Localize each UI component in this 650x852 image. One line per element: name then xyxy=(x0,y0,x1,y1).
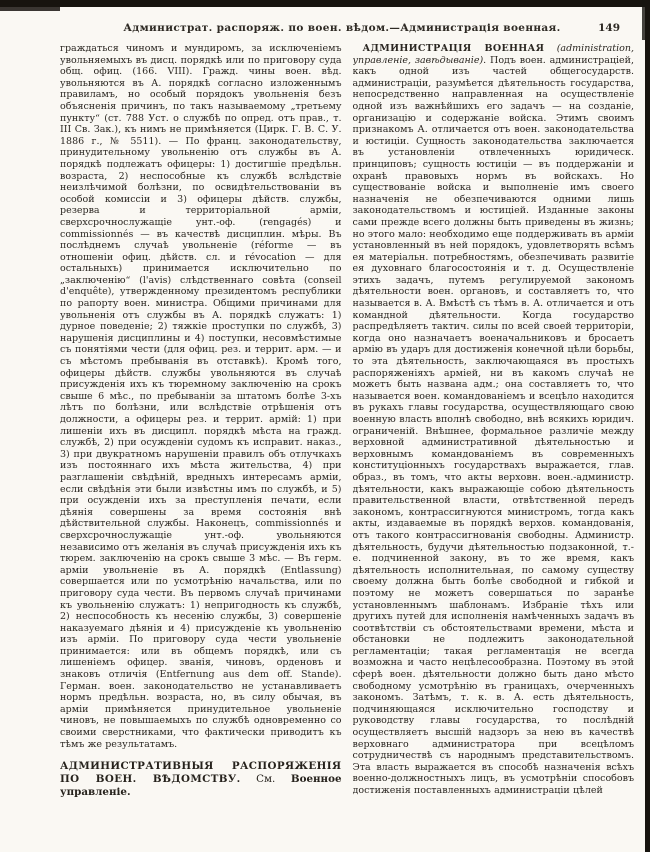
section-heading xyxy=(60,760,342,799)
article-title-parenthetical: (administration, управленіе, завѣдываніе). xyxy=(352,43,634,66)
running-header xyxy=(60,22,624,37)
section-heading-caps: АДМИНИСТРАТИВНЫЯ РАСПОРЯЖЕНІЯ ПО ВОЕН. ВѢДОМСТВУ. xyxy=(60,760,342,786)
left-column xyxy=(60,43,342,847)
text-columns xyxy=(60,43,634,847)
right-column-text xyxy=(353,43,635,797)
scan-artifact-right-edge xyxy=(645,0,650,852)
right-column xyxy=(353,43,635,847)
see-reference-label: См. xyxy=(256,773,276,786)
left-column-text: граждаться чиномъ и мундиромъ, за исключеніемъ увольняемыхъ въ дисц. порядкѣ или по приговору суда общ. офиц. (166. VIII). Гражд. чины воен. вѣд. увольняются въ А. порядкѣ согласно изложеннымъ правиламъ, но особый порядокъ увольненія безъ объясненія причинъ, по такъ называемому „третьему пункту“ (ст. 788 Уст. о службѣ по опред. отъ прав., т. III Св. Зак.), къ нимъ не примѣняется (Цирк. Г. В. С. У. 1886 г., № 5511). — По франц. законодательству, принудительному увольненію отъ службы въ А. порядкѣ подлежатъ офицеры: 1) достигшіе предѣльн. возраста, 2) неспособные къ службѣ вслѣдствіе неизлѣчимой болѣзни, по освидѣтельствованіи въ особой комиссіи и 3) офицеры дѣйств. службы, резерва и территоріальной арміи, сверхсрочнослужащіе унт.-оф. (rengagés) и commissionnés — въ качествѣ дисциплин. мѣры. Въ послѣднемъ случаѣ увольненіе (réforme — въ отношеніи офиц. дѣйств. сл. и révocation — для остальныхъ) принимается исключительно по „заключенію“ (l'avis) слѣдственнаго совѣта (conseil d'enquête), утвержденному президентомъ республики по рапорту воен. министра. Общими причинами для увольненія отъ службы въ А. порядкѣ служатъ: 1) дурное поведеніе; 2) тяжкіе проступки по службѣ, 3) нарушенія дисциплины и 4) поступки, несовмѣстимые съ понятіями чести (для офиц. рез. и террит. арм. — и съ мѣстомъ пребыванія въ отставкѣ). Кромѣ того, офицеры дѣйств. службы увольняются въ случаѣ присужденія ихъ къ тюремному заключенію на срокъ свыше 6 мѣс., по пребываніи за штатомъ болѣе 3-хъ лѣтъ по болѣзни, или вслѣдствіе отрѣшенія отъ должности, а офицеры рез. и террит. армій: 1) при лишеніи ихъ въ дисципл. порядкѣ мѣста на гражд. службѣ, 2) при осужденіи судомъ къ исправит. наказ., 3) при двукратномъ нарушеніи правилъ объ отлучкахъ изъ постояннаго ихъ мѣста жительства, 4) при разглашеніи свѣдѣній, вредныхъ интересамъ арміи, если свѣдѣнія эти были извѣстны имъ по службѣ, и 5) при осужденіи ихъ за преступленія печати, если дѣянія совершены за время состоянія внѣ дѣйствительной службы. Наконецъ, commissionnés и сверхсрочнослужащіе унт.-оф. увольняются независимо отъ желанія въ случаѣ присужденія ихъ къ тюрем. заключенію на срокъ свыше 3 мѣс. — Въ герм. арміи увольненіе въ А. порядкѣ (Entlassung) совершается или по усмотрѣнію начальства, или по приговору суда чести. Въ первомъ случаѣ причинами къ увольненію служатъ: 1) непригодность къ службѣ, 2) неспособность къ несенію службы, 3) совершеніе наказуемаго дѣянія и 4) присужденіе къ увольненію изъ арміи. По приговору суда чести увольненіе принимается: или въ общемъ порядкѣ, или съ лишеніемъ офицер. званія, чиновъ, орденовъ и знаковъ отличія (Entfernung aus dem off. Stande). Герман. воен. законодательство не устанавливаетъ нормъ предѣльн. возраста, но, въ силу обычая, въ арміи примѣняется принудительное увольненіе чиновъ, не повышаемыхъ по службѣ одновременно со своими сверстниками, что фактически приводитъ къ тѣмъ же результатамъ. xyxy=(60,43,342,750)
scan-artifact-top-edge xyxy=(0,0,650,7)
page-number: 149 xyxy=(592,22,620,34)
running-title: Администрат. распоряж. по воен. вѣдом.—Администрація военная. xyxy=(123,22,561,34)
article-body: Подъ воен. администраціей, какъ одной изъ частей общегосударств. администраціи, разумѣется дѣятельность государства, непосредственно направленная на осуществленіе одной изъ важнѣйшихъ его задачъ — на созданіе, организацію и содержаніе войска. Этимъ своимъ признакомъ А. отличается отъ воен. законодательства и юстиціи. Сущность законодательства заключается въ установленіи отвлеченныхъ юридическ. принциповъ; сущность юстиціи — въ поддержаніи и охранѣ правовыхъ нормъ въ войскахъ. Но существованіе войска и выполненіе имъ своего назначенія не обезпечиваются одними лишь законодательствомъ и юстиціей. Изданные законы сами прежде всего должны быть приведены въ жизнь; но этого мало: необходимо еще поддерживать въ арміи установленный въ ней порядокъ, удовлетворять всѣмъ ея матеріальн. потребностямъ, обезпечивать развитіе ея духовнаго благосостоянія и т. д. Осуществленіе этихъ задачъ, путемъ регулируемой закономъ дѣятельности воен. органовъ, и составляетъ то, что называется в. А. Вмѣстѣ съ тѣмъ в. А. отличается и отъ командной дѣятельности. Когда государство распредѣляетъ тактич. силы по всей своей территоріи, когда оно назначаетъ военачальниковъ и бросаетъ армію въ ударъ для достиженія конечной цѣли борьбы, то эта дѣятельность, заключающаяся въ простыхъ распоряженіяхъ арміей, ни въ какомъ случаѣ не можетъ быть названа адм.; она составляетъ то, что называется воен. командованіемъ и всецѣло находится въ рукахъ главы государства, осуществляющаго свою военную власть вполнѣ свободно, внѣ всякихъ юридич. ограниченій. Внѣшнее, формальное различіе между верховной административной дѣятельностью и верховнымъ командованіемъ въ современныхъ конституціонныхъ государствахъ выражается, глав. образ., въ томъ, что акты верховн. воен.-администр. дѣятельности, какъ выражающіе собою дѣятельность правительственной власти, отвѣтственной передъ закономъ, контрассигнуются министромъ, тогда какъ акты, издаваемые въ порядкѣ верхов. командованія, отъ такого контрассигнованія свободны. Администр. дѣятельность, будучи дѣятельностью подзаконной, т.-е. подчиненной закону, въ то же время, какъ дѣятельность исполнительная, по самому существу своему должна быть болѣе свободной и гибкой и поэтому не можетъ совершаться по заранѣе установленнымъ шаблонамъ. Избраніе тѣхъ или другихъ путей для исполненія намѣченныхъ задачъ въ соотвѣтствіи съ обстоятельствами времени, мѣста и обстановки не подлежитъ законодательной регламентаціи; такая регламентація не всегда возможна и часто нецѣлесообразна. Поэтому въ этой сферѣ воен. дѣятельности должно быть дано мѣсто свободному усмотрѣнію въ границахъ, очерченныхъ закономъ. Затѣмъ, т. к. в. А. есть дѣятельность, подчиняющаяся исключительно господству и руководству главы государства, то послѣдній осуществляетъ высшій надзоръ за нею въ качествѣ верховнаго администратора при всецѣломъ сотрудничествѣ съ народнымъ представительствомъ. Эта власть выражается въ способѣ назначенія всѣхъ военно-должностныхъ лицъ, въ усмотрѣніи способовъ достиженія поставленныхъ администраціи цѣлей xyxy=(352,54,634,796)
see-reference-target: Военное управленіе. xyxy=(60,773,342,799)
article-title: АДМИНИСТРАЦІЯ ВОЕННАЯ xyxy=(362,43,545,54)
